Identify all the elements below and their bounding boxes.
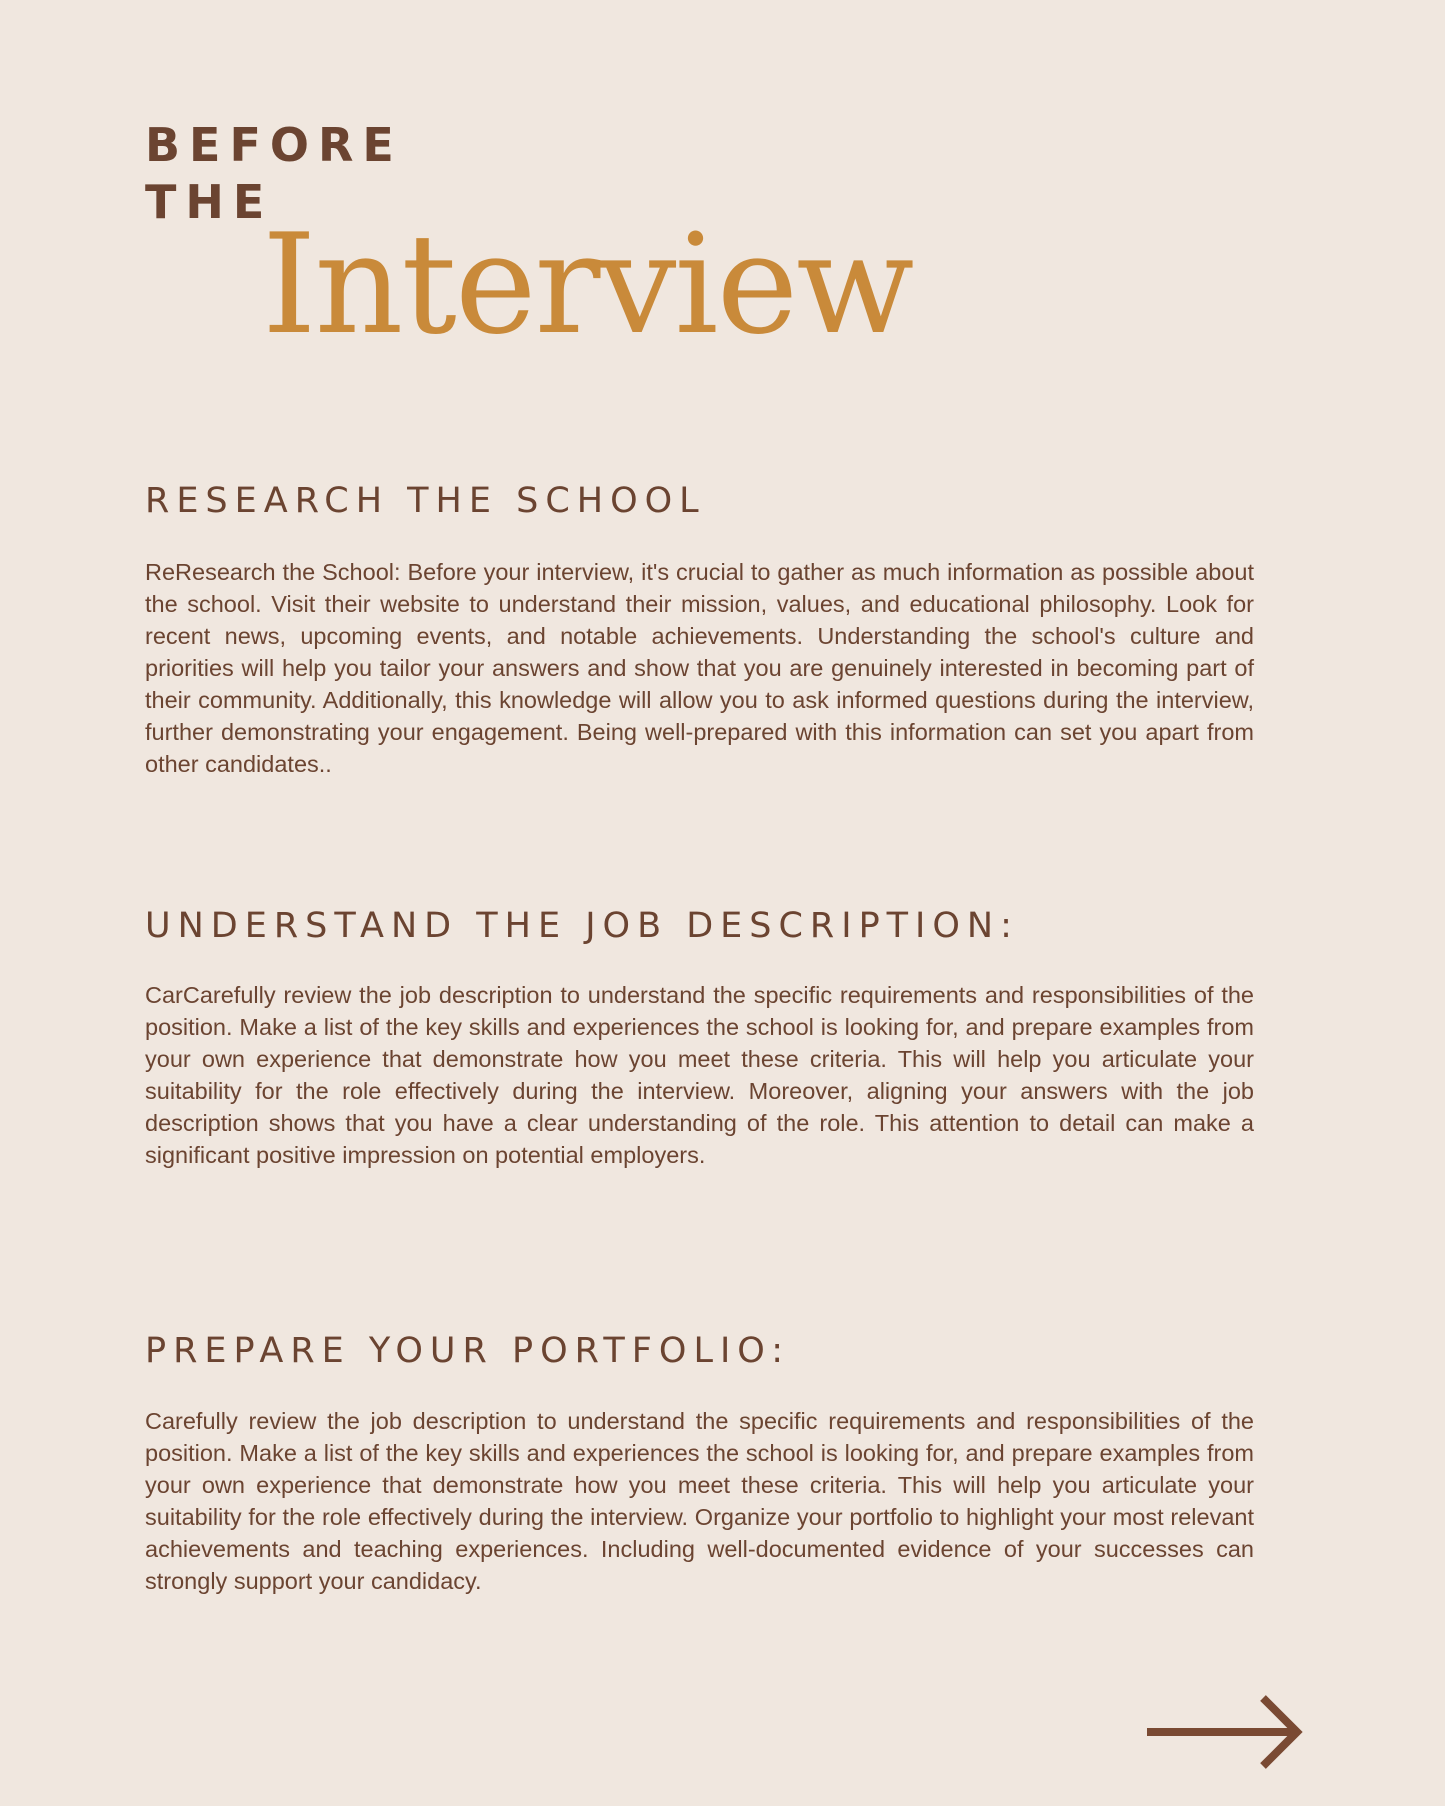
section-heading-research: RESEARCH THE SCHOOL xyxy=(145,481,706,521)
section-heading-job-description: UNDERSTAND THE JOB DESCRIPTION: xyxy=(145,906,1019,946)
section-heading-portfolio: PREPARE YOUR PORTFOLIO: xyxy=(145,1331,791,1371)
title-before: BEFORE xyxy=(145,118,403,172)
title-the: THE xyxy=(145,175,274,229)
section-body-research: ReResearch the School: Before your interview, it's crucial to gather as much information as possible about the school. Visit their website to understand their mission, values, and educational philosophy. Look for recent news, upcoming events, and notable achievements. Understanding the school's culture and priorities will help you tailor your answers and show that you are genuinely interested in becoming part of their community. Additionally, this knowledge will allow you to ask informed questions during the interview, further demonstrating your engagement. Being well-prepared with this information can set you apart from other candidates.. xyxy=(145,559,1254,777)
section-body-portfolio: Carefully review the job description to understand the specific requirements and responsibilities of the position. Make a list of the key skills and experiences the school is looking for, and prepare examples from your own experience that demonstrate how you meet these criteria. This will help you articulate your suitability for the role effectively during the interview. Organize your portfolio to highlight your most relevant achievements and teaching experiences. Including well-documented evidence of your successes can strongly support your candidacy. xyxy=(145,1408,1254,1594)
arrow-right-icon[interactable] xyxy=(1145,1694,1305,1770)
title-interview: Interview xyxy=(262,204,913,365)
section-body-job-description: CarCarefully review the job description to understand the specific requirements and responsibilities of the position. Make a list of the key skills and experiences the school is looking for, and prepare examples from your own experience that demonstrate how you meet these criteria. This will help you articulate your suitability for the role effectively during the interview. Moreover, aligning your answers with the job description shows that you have a clear understanding of the role. This attention to detail can make a significant positive impression on potential employers. xyxy=(145,982,1254,1168)
